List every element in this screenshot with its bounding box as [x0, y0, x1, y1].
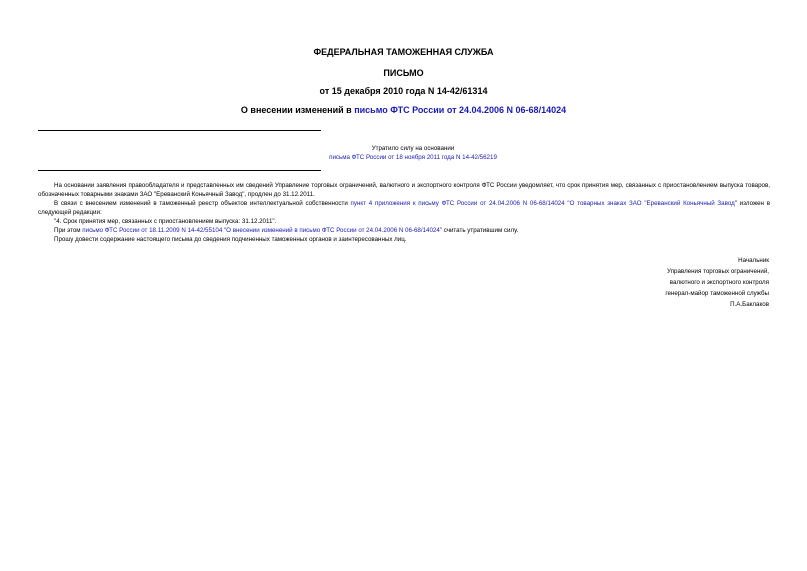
- signature-department: Управления торговых ограничений,: [667, 268, 769, 275]
- document-date-number: от 15 декабря 2010 года N 14-42/61314: [319, 86, 488, 96]
- letter-body: [38, 181, 770, 244]
- paragraph-1: На основании заявления правообладателя и представленных им сведений Управление торговых ограничений, валютного и экспортного контроля ФТС России уведомляет, что срок принятия мер, связанных с приостановлением выпуска товаров, обозначенных товарными знаками ЗАО "Ереванский Коньячный Завод", продлен до 31.12.2011.: [38, 182, 770, 198]
- paragraph-4: [38, 226, 770, 235]
- paragraph-2: [38, 199, 770, 217]
- subject-prefix: О внесении изменений в: [240, 105, 355, 115]
- agency-title: ФЕДЕРАЛЬНАЯ ТАМОЖЕННАЯ СЛУЖБА: [313, 47, 494, 57]
- subject-link[interactable]: письмо ФТС России от 24.04.2006 N 06-68/14024: [354, 105, 567, 115]
- divider-top: [38, 130, 321, 131]
- paragraph-2-text-b: " изложен в следующей редакции:: [38, 200, 770, 216]
- paragraph-3: "4. Срок принятия мер, связанных с приостановлением выпуска: 31.12.2011".: [54, 218, 277, 225]
- signature-name: П.А.Баклаков: [730, 301, 769, 308]
- status-note-link[interactable]: письма ФТС России от 18 ноября 2011 года N 14-42/56219: [329, 154, 497, 161]
- signature-position: Начальник: [738, 257, 769, 264]
- document-type: ПИСЬМО: [383, 68, 424, 78]
- paragraph-4-link[interactable]: письмо ФТС России от 18.11.2009 N 14-42/55104 "О внесении изменений в письмо ФТС России от 24.04.2006 N 06-68/14024": [82, 227, 442, 234]
- signature-rank: генерал-майор таможенной службы: [665, 290, 769, 297]
- signature-block: [665, 255, 769, 310]
- paragraph-2-link[interactable]: пункт 4 приложения к письму ФТС России от 24.04.2006 N 06-68/14024 "О товарных знаках ЗАО "Ереванский Коньячный Завод: [350, 200, 735, 207]
- status-note-line2: [38, 153, 788, 162]
- paragraph-4-text-a: При этом: [54, 227, 83, 234]
- signature-department-cont: валютного и экспортного контроля: [669, 279, 769, 286]
- paragraph-4-text-b: считать утратившим силу.: [442, 227, 519, 234]
- paragraph-5: Прошу довести содержание настоящего письма до сведения подчиненных таможенных органов и заинтересованных лиц.: [54, 236, 407, 243]
- divider-bottom: [38, 170, 321, 171]
- document-subject: [0, 105, 807, 115]
- paragraph-2-text-a: В связи с внесением изменений в таможенный реестр объектов интеллектуальной собственности: [54, 200, 351, 207]
- status-note-text: Утратило силу на основании: [371, 145, 455, 152]
